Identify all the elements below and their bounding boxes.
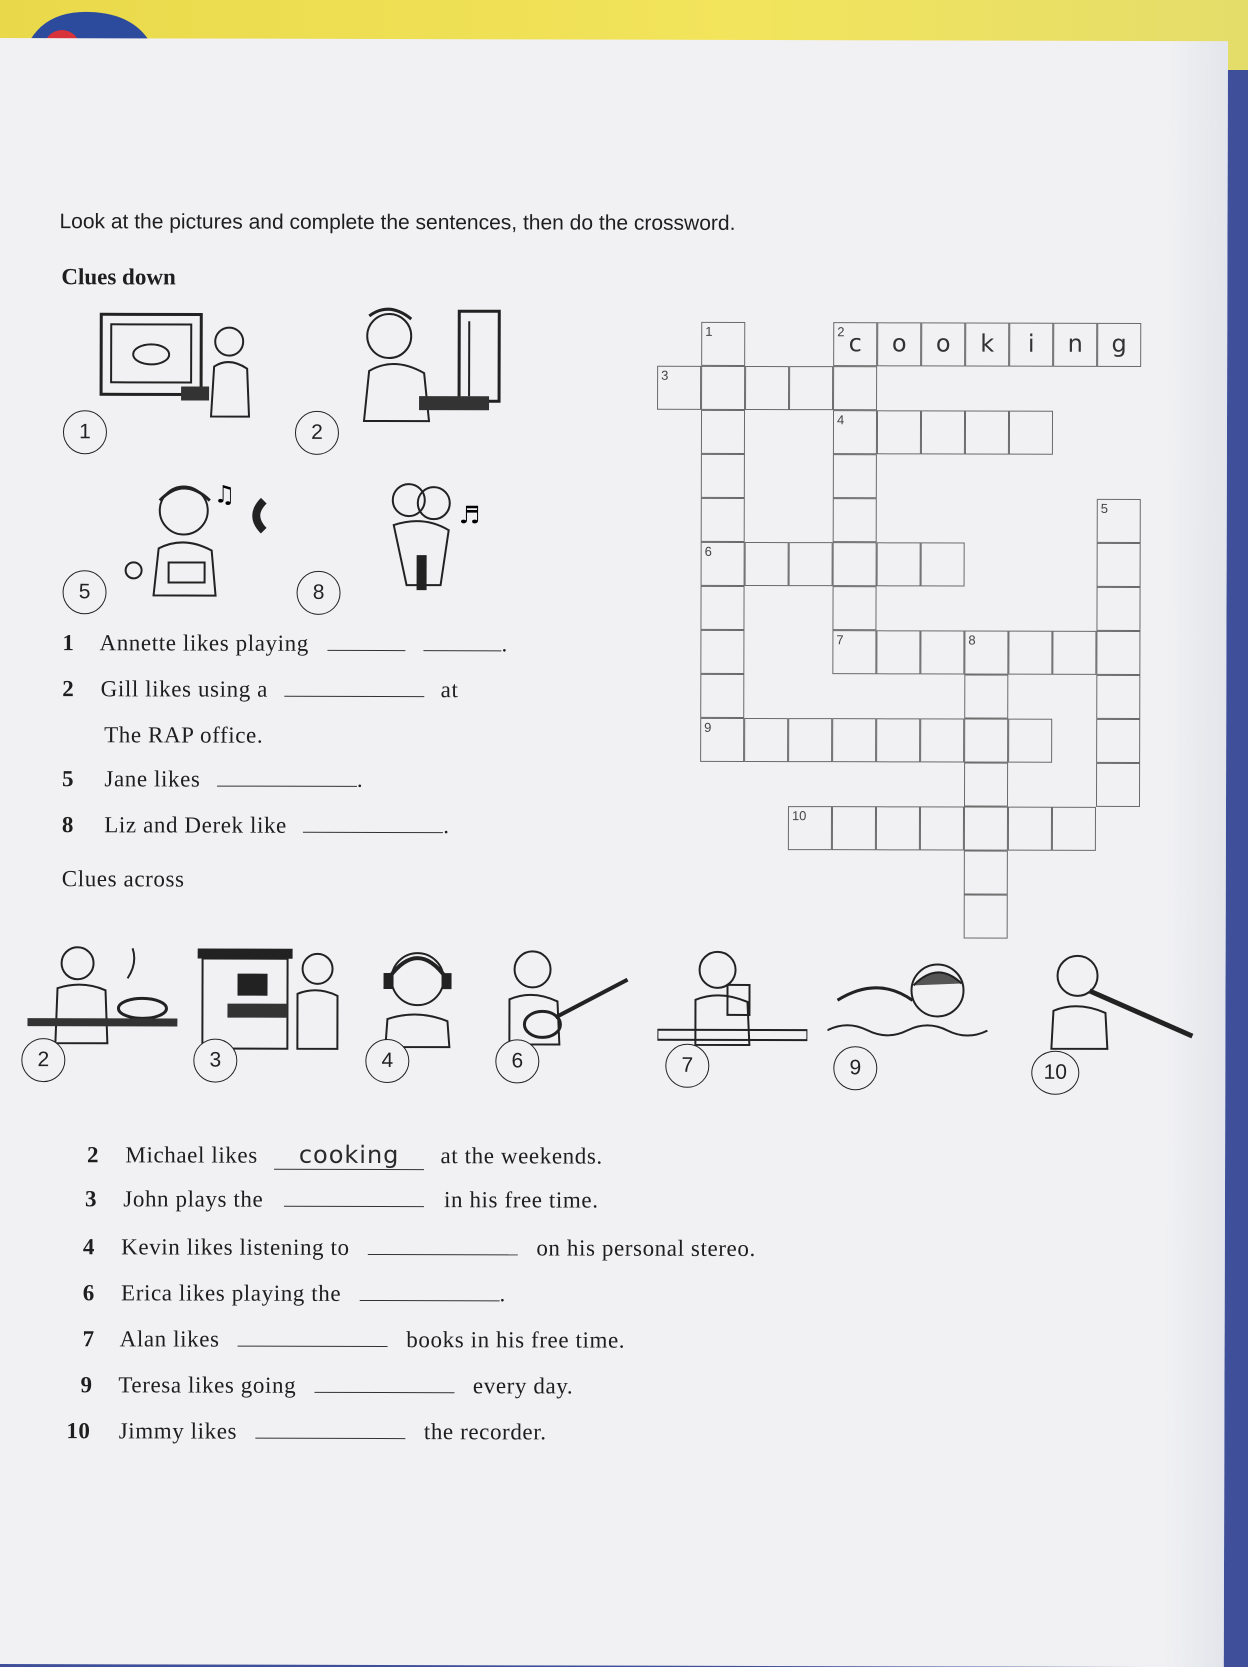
crossword-letter: k [966,330,1008,358]
answer-blank-filled[interactable]: cooking [274,1141,424,1170]
using-computer-picture-icon [349,301,519,426]
crossword-cell[interactable] [1053,323,1097,367]
piano-picture-icon [197,944,347,1054]
crossword-cell[interactable] [833,498,877,542]
instruction-text: Look at the pictures and complete the sentences, then do the crossword. [59,210,735,236]
crossword-cell[interactable] [964,807,1008,851]
crossword-letter: c [834,329,876,357]
answer-blank[interactable] [238,1328,388,1347]
crossword-cell[interactable] [965,411,1009,455]
crossword-letter: n [1054,330,1096,358]
crossword-cell[interactable] [921,542,965,586]
crossword-cell[interactable] [788,718,832,762]
answer-blank[interactable] [217,768,357,787]
clue-across-6: 6 Erica likes playing the . [83,1280,506,1307]
crossword-cell[interactable] [1096,587,1140,631]
crossword-cell[interactable] [788,806,832,850]
crossword-cell[interactable] [964,631,1008,675]
crossword-cell[interactable] [877,410,921,454]
answer-blank[interactable] [303,814,443,833]
clue-down-8: 8 Liz and Derek like . [62,812,450,839]
crossword-cell[interactable] [745,542,789,586]
crossword-letter: g [1098,330,1140,358]
crossword-cell[interactable] [1008,807,1052,851]
answer-blank[interactable] [255,1420,405,1439]
crossword-cell[interactable] [1008,719,1052,763]
clue-across-7: 7 Alan likes books in his free time. [83,1326,626,1353]
clue-across-4: 4 Kevin likes listening to on his personal stereo. [83,1234,756,1262]
reading-picture-icon [657,940,807,1050]
crossword-cell[interactable] [701,498,745,542]
picture-number-badge: 1 [63,410,107,454]
crossword-cell[interactable] [745,366,789,410]
crossword-cell[interactable] [832,806,876,850]
crossword-letter: o [878,329,920,357]
crossword-clue-number: 3 [661,368,668,383]
crossword-cell[interactable] [833,454,877,498]
picture-number-badge: 2 [21,1038,65,1082]
crossword-cell[interactable] [832,586,876,630]
crossword-cell[interactable] [700,718,744,762]
crossword-clue-number: 4 [837,412,844,427]
picture-number-badge: 2 [295,411,339,455]
crossword-cell[interactable] [1096,631,1140,675]
crossword-clue-number: 6 [705,544,712,559]
answer-blank[interactable] [360,1282,500,1301]
crossword-cell[interactable] [657,366,701,410]
clues-across-heading: Clues across [62,866,185,892]
crossword-clue-number: 8 [968,633,975,648]
worksheet-page [0,38,1228,1667]
crossword-grid [696,270,1198,921]
picture-number-badge: 6 [495,1039,539,1083]
crossword-cell[interactable] [700,630,744,674]
picture-number-badge: 8 [296,571,340,615]
answer-blank[interactable] [284,1188,424,1207]
clue-across-2: 2 Michael likes cooking at the weekends. [87,1140,603,1170]
crossword-cell[interactable] [700,586,744,630]
clue-down-2-continued: The RAP office. [62,722,263,749]
crossword-cell[interactable] [701,366,745,410]
crossword-cell[interactable] [1097,543,1141,587]
crossword-clue-number: 1 [705,324,712,339]
picture-number-badge: 7 [665,1044,709,1088]
crossword-cell[interactable] [877,322,921,366]
crossword-cell[interactable] [876,718,920,762]
crossword-cell[interactable] [1096,763,1140,807]
singing-picture-icon [114,470,294,600]
crossword-cell[interactable] [1008,631,1052,675]
answer-blank[interactable] [315,1374,455,1393]
crossword-cell[interactable] [1096,719,1140,763]
guitar-picture-icon [497,939,637,1049]
crossword-cell[interactable] [744,718,788,762]
answer-blank[interactable] [284,678,424,697]
dancing-picture-icon [379,475,509,595]
crossword-cell[interactable] [1052,631,1096,675]
crossword-cell[interactable] [833,322,877,366]
clue-across-10: 10 Jimmy likes the recorder. [66,1418,546,1445]
crossword-cell[interactable] [1097,323,1141,367]
svg-text:♬: ♬ [459,501,481,529]
crossword-cell[interactable] [920,630,964,674]
headphones-picture-icon [367,939,467,1049]
crossword-cell[interactable] [789,542,833,586]
computer-game-picture-icon [99,306,259,426]
crossword-cell[interactable] [964,719,1008,763]
crossword-cell[interactable] [876,806,920,850]
crossword-cell[interactable] [1009,411,1053,455]
crossword-cell[interactable] [832,718,876,762]
clues-down-heading: Clues down [61,264,175,290]
crossword-cell[interactable] [701,454,745,498]
crossword-cell[interactable] [833,410,877,454]
picture-number-badge: 10 [1031,1051,1079,1095]
crossword-cell[interactable] [920,806,964,850]
crossword-cell[interactable] [964,763,1008,807]
cooking-picture-icon [27,938,177,1048]
crossword-cell[interactable] [701,542,745,586]
clue-down-2: 2 Gill likes using a at [62,676,458,703]
clue-across-9: 9 Teresa likes going every day. [80,1372,573,1399]
crossword-cell[interactable] [876,630,920,674]
crossword-cell[interactable] [1096,675,1140,719]
crossword-cell[interactable] [1097,499,1141,543]
crossword-cell[interactable] [833,366,877,410]
crossword-cell[interactable] [920,718,964,762]
crossword-cell[interactable] [832,630,876,674]
crossword-cell[interactable] [1052,807,1096,851]
crossword-cell[interactable] [700,674,744,718]
crossword-clue-number: 9 [704,720,711,735]
clue-down-5: 5 Jane likes . [62,766,363,793]
answer-blank[interactable] [368,1236,518,1255]
crossword-cell[interactable] [921,410,965,454]
clue-down-1: 1 Annette likes playing . [62,630,508,657]
picture-number-badge: 5 [62,570,106,614]
crossword-cell[interactable] [701,410,745,454]
crossword-cell[interactable] [965,323,1009,367]
crossword-cell[interactable] [833,542,877,586]
picture-number-badge: 3 [193,1039,237,1083]
crossword-cell[interactable] [789,366,833,410]
recorder-picture-icon [1027,941,1197,1051]
picture-number-badge: 4 [365,1039,409,1083]
answer-blank[interactable] [424,632,502,651]
crossword-cell[interactable] [964,895,1008,939]
crossword-cell[interactable] [964,851,1008,895]
crossword-clue-number: 10 [792,808,807,823]
crossword-letter: o [922,329,964,357]
answer-blank[interactable] [327,632,405,651]
svg-text:♫: ♫ [214,481,236,509]
crossword-cell[interactable] [964,675,1008,719]
crossword-clue-number: 2 [837,324,844,339]
crossword-cell[interactable] [701,322,745,366]
crossword-cell[interactable] [1009,323,1053,367]
swimming-picture-icon [827,945,997,1055]
crossword-clue-number: 5 [1101,501,1108,516]
crossword-letter: i [1010,330,1052,358]
clue-across-3: 3 John plays the in his free time. [85,1186,599,1213]
crossword-cell[interactable] [921,322,965,366]
crossword-cell[interactable] [877,542,921,586]
crossword-clue-number: 7 [836,632,843,647]
picture-number-badge: 9 [833,1046,877,1090]
